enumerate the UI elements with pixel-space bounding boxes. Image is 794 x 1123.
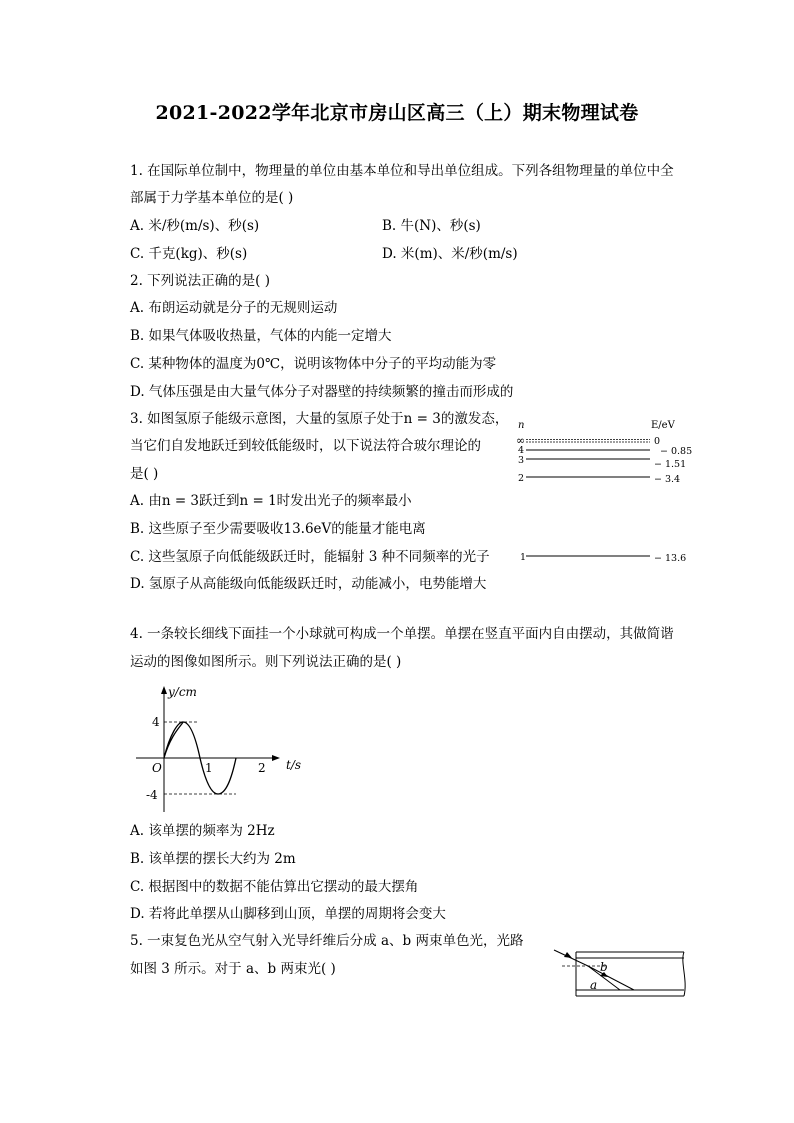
q3-option-b: B. 这些原子至少需要吸收13.6eV的能量才能电离 <box>130 521 426 537</box>
x-axis-arrow <box>272 755 280 761</box>
level-e-inf: 0 <box>654 436 661 447</box>
y-axis-label: y/cm <box>168 685 197 699</box>
page-title: 2021-2022学年北京市房山区高三（上）期末物理试卷 <box>155 102 639 124</box>
q3-option-d: D. 氢原子从高能级向低能级跃迁时，动能减小，电势能增大 <box>130 576 487 592</box>
q3-option-a: A. 由n = 3跃迁到n = 1时发出光子的频率最小 <box>130 493 412 509</box>
q5-stem-line1: 5. 一束复色光从空气射入光导纤维后分成 a、b 两束单色光，光路 <box>130 933 524 949</box>
x-tick-1: 1 <box>205 761 213 775</box>
optical-fiber-diagram <box>548 940 693 1002</box>
q3-stem-line2: 当它们自发地跃迁到较低能级时，以下说法符合玻尔理论的 <box>130 438 481 454</box>
q4-option-d: D. 若将此单摆从山脚移到山顶，单摆的周期将会变大 <box>130 906 446 922</box>
level-e-4: − 0.85 <box>660 446 693 457</box>
x-axis-label: t/s <box>286 758 302 772</box>
q2-option-a: A. 布朗运动就是分子的无规则运动 <box>130 300 338 316</box>
q2-option-b: B. 如果气体吸收热量，气体的内能一定增大 <box>130 328 392 344</box>
q3-stem-line1: 3. 如图氢原子能级示意图，大量的氢原子处于n = 3的激发态， <box>130 411 509 427</box>
q4-option-b: B. 该单摆的摆长大约为 2m <box>130 851 296 867</box>
level-n-4: 4 <box>518 445 525 456</box>
q3-option-c: C. 这些氢原子向低能级跃迁时，能辐射 3 种不同频率的光子 <box>130 549 490 565</box>
q1-stem-line1: 1. 在国际单位制中，物理量的单位由基本单位和导出单位组成。下列各组物理量的单位中全 <box>130 163 674 179</box>
level-e-2: − 3.4 <box>654 474 681 485</box>
y-axis-arrow <box>161 686 167 694</box>
level-e-3: − 1.51 <box>654 459 687 470</box>
q4-option-c: C. 根据图中的数据不能估算出它摆动的最大摆角 <box>130 879 419 895</box>
q2-option-c: C. 某种物体的温度为0℃，说明该物体中分子的平均动能为零 <box>130 356 497 372</box>
q5-stem-line2: 如图 3 所示。对于 a、b 两束光( ) <box>130 961 336 977</box>
y-tick-neg4: -4 <box>146 788 158 802</box>
diagram-n-label: n <box>518 420 525 431</box>
level-n-1: 1 <box>520 552 527 563</box>
q1-option-c: C. 千克(kg)、秒(s) <box>130 246 248 262</box>
energy-level-diagram <box>508 412 708 572</box>
q1-stem-line2: 部属于力学基本单位的是( ) <box>130 190 294 206</box>
q1-option-d: D. 米(m)、米/秒(m/s) <box>382 246 518 262</box>
level-e-1: − 13.6 <box>654 553 687 564</box>
q3-stem-line3: 是( ) <box>130 466 159 482</box>
diagram-energy-label: E/eV <box>651 420 675 431</box>
level-n-inf: ∞ <box>516 434 526 447</box>
fiber-right-end <box>683 952 685 996</box>
vibration-graph <box>128 678 318 818</box>
q4-stem-line2: 运动的图像如图所示。则下列说法正确的是( ) <box>130 654 402 670</box>
q2-option-d: D. 气体压强是由大量气体分子对器壁的持续频繁的撞击而形成的 <box>130 384 514 400</box>
q4-stem-line1: 4. 一条较长细线下面挂一个小球就可构成一个单摆。单摆在竖直平面内自由摆动，其做简谐 <box>130 626 674 642</box>
origin-label: O <box>152 761 162 775</box>
label-b: b <box>600 960 608 974</box>
y-tick-4: 4 <box>152 715 160 729</box>
level-n-3: 3 <box>518 455 525 466</box>
q2-stem: 2. 下列说法正确的是( ) <box>130 273 270 289</box>
level-n-2: 2 <box>518 473 525 484</box>
incident-ray-arrow <box>564 952 572 958</box>
q1-option-a: A. 米/秒(m/s)、秒(s) <box>130 218 260 234</box>
x-tick-2: 2 <box>258 761 266 775</box>
q4-option-a: A. 该单摆的频率为 2Hz <box>130 823 275 839</box>
label-a: a <box>590 978 598 992</box>
q1-option-b: B. 牛(N)、秒(s) <box>382 218 481 234</box>
